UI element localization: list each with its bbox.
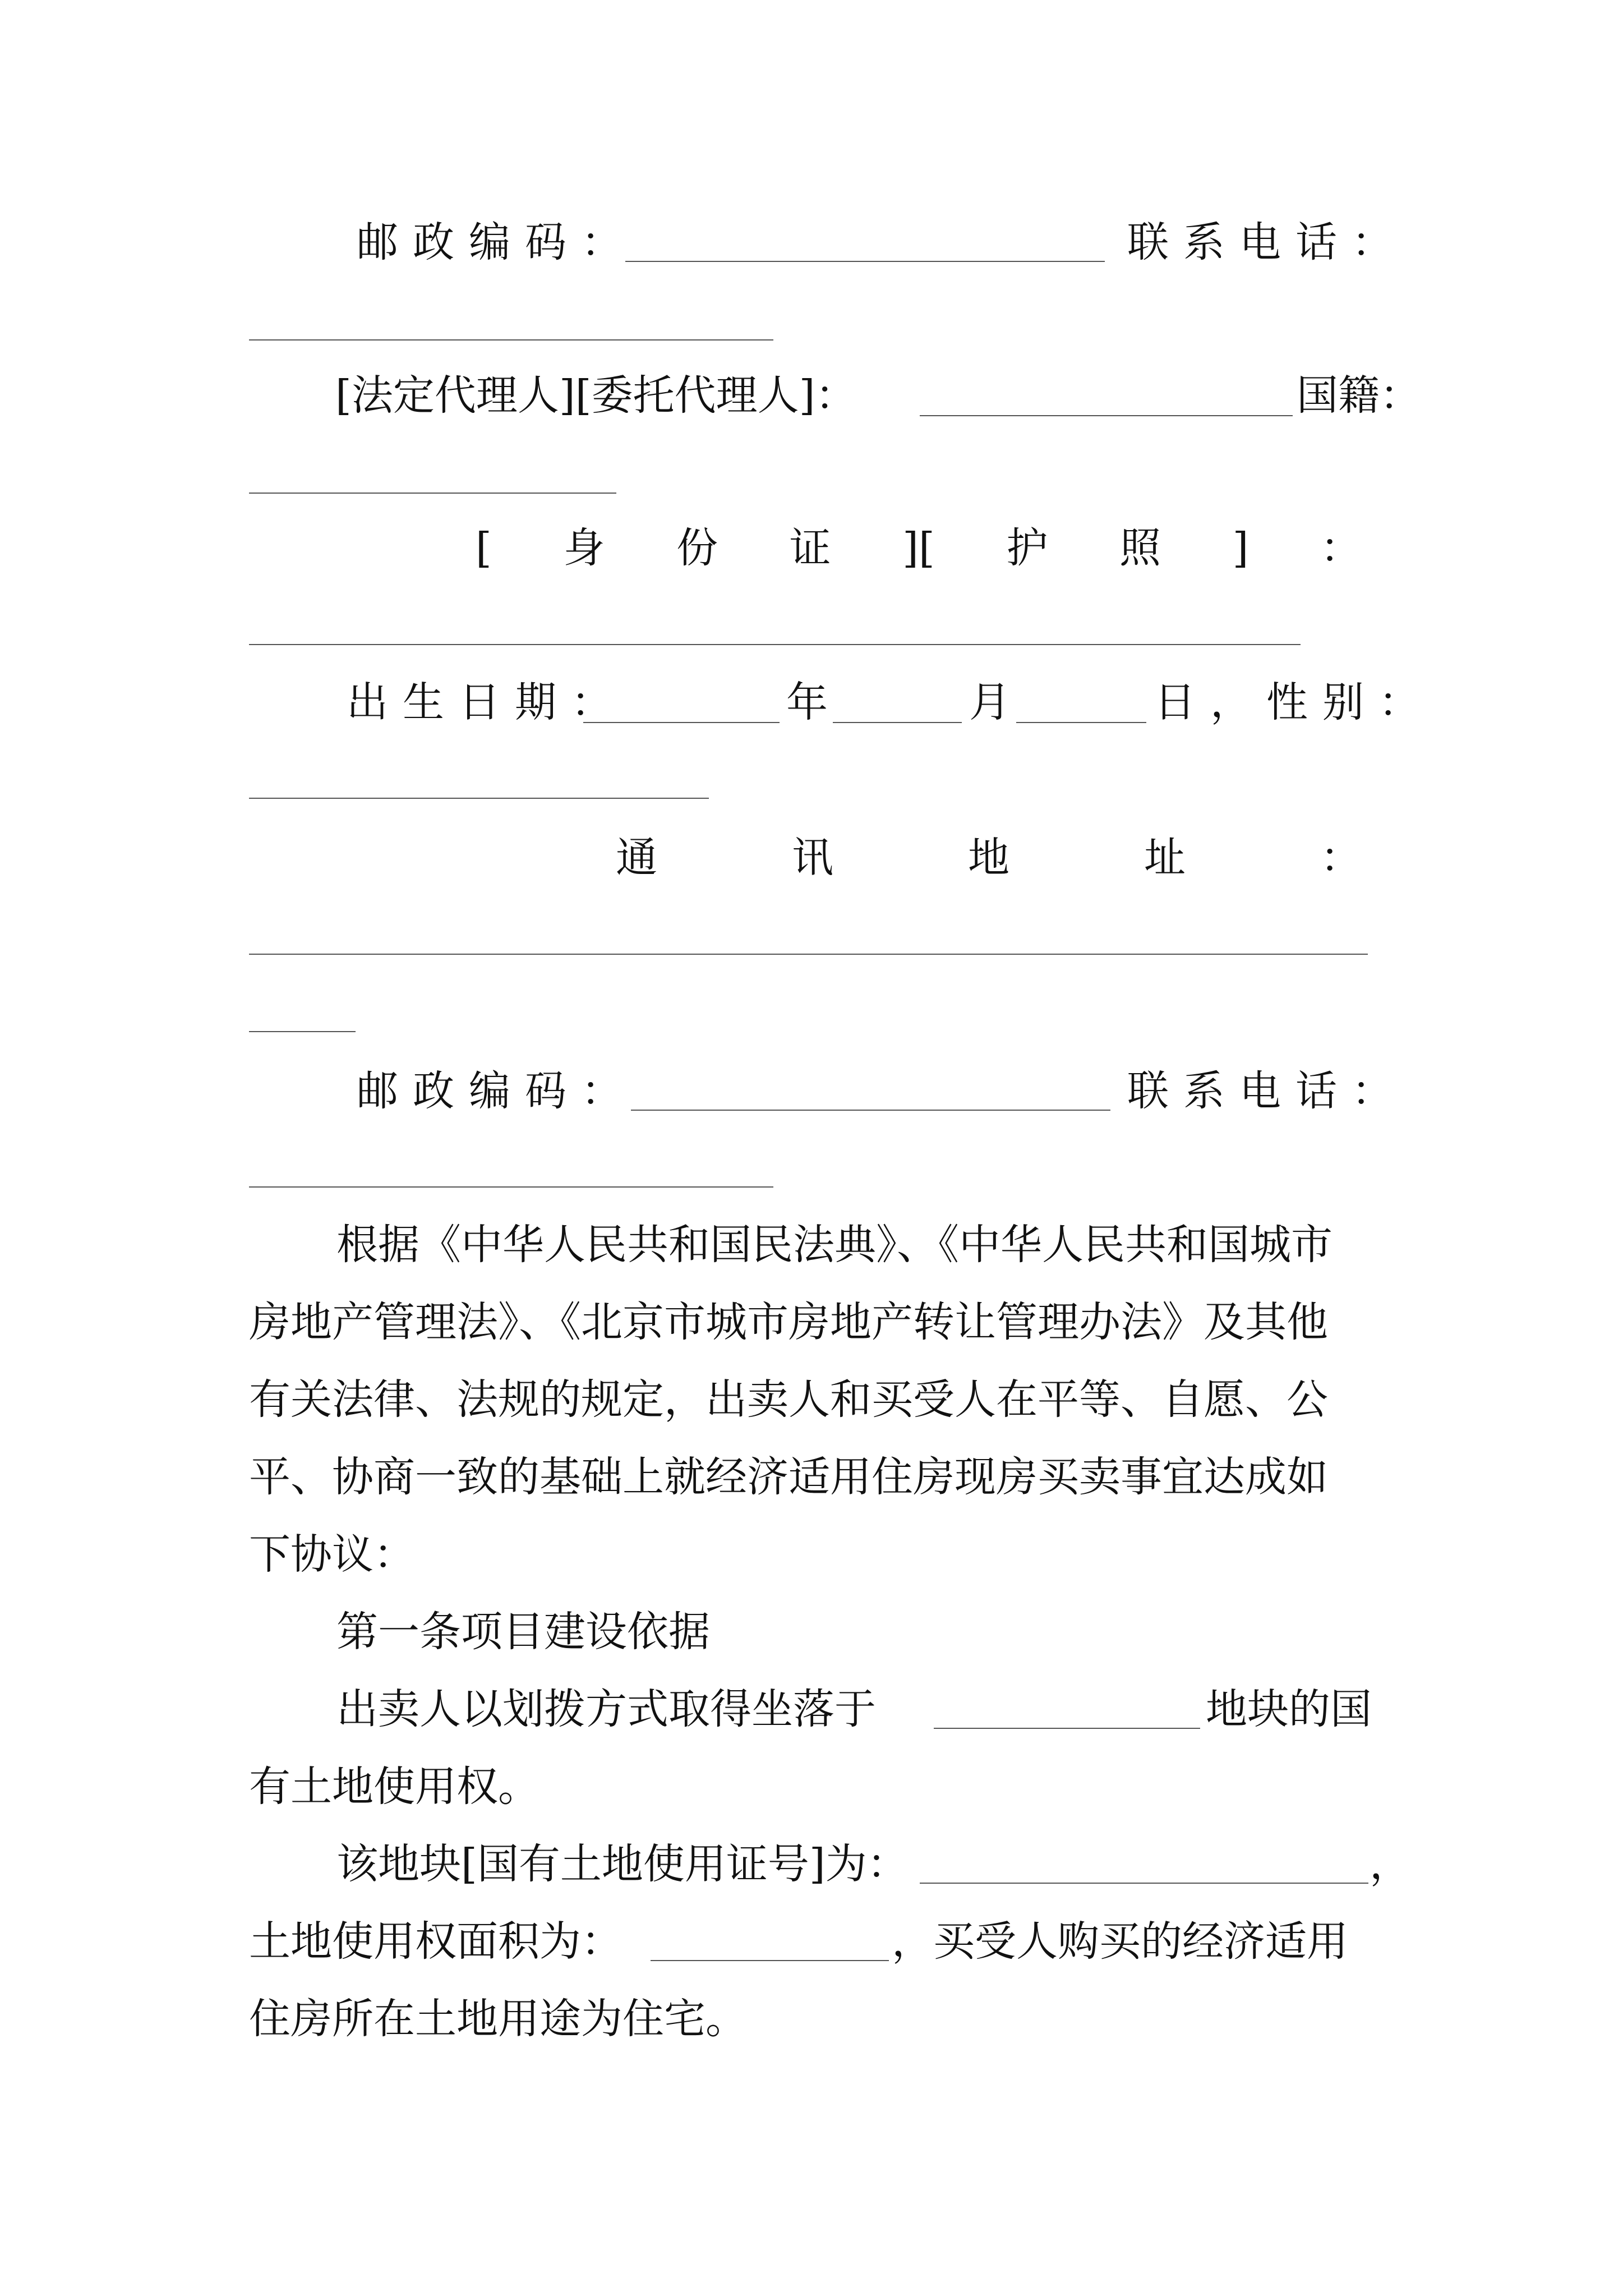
- article1-text: ，买受人购买的经济适用: [892, 1917, 1348, 1966]
- nationality-blank: [249, 493, 616, 494]
- id-number-blank: [249, 644, 1301, 645]
- day-gender-label: 日，性别：: [1154, 678, 1435, 726]
- id-type-part: 身: [563, 524, 605, 572]
- agent-phone-blank: [249, 1186, 773, 1188]
- address-part: 通: [616, 834, 657, 882]
- article-heading: 第一条项目建设依据: [336, 1608, 710, 1656]
- address-part: 址: [1144, 834, 1186, 882]
- id-type-part: 证: [789, 524, 831, 572]
- id-type-part: 护: [1006, 524, 1048, 572]
- birth-month-blank: [833, 722, 962, 723]
- preamble-line: 有关法律、法规的规定，出卖人和买受人在平等、自愿、公: [249, 1375, 1328, 1424]
- id-type-part: ][: [902, 524, 935, 572]
- land-location-blank: [934, 1728, 1200, 1729]
- agent-name-blank: [920, 415, 1293, 416]
- id-type-part: [: [476, 524, 492, 572]
- article1-text: 有土地使用权。: [249, 1763, 540, 1811]
- land-area-blank: [651, 1960, 889, 1961]
- agent-phone-label: 联系电话：: [1127, 1067, 1408, 1115]
- agent-label: [法定代理人][委托代理人]：: [335, 371, 857, 420]
- article1-text: ，: [1370, 1840, 1411, 1888]
- preamble-line: 房地产管理法》、《北京市城市房地产转让管理办法》及其他: [249, 1298, 1328, 1346]
- month-label: 月: [969, 678, 1011, 726]
- preamble-line: 下协议：: [249, 1530, 415, 1579]
- land-certificate-blank: [920, 1883, 1368, 1884]
- nationality-label: 国籍：: [1297, 371, 1421, 420]
- address-blank: [249, 954, 1368, 955]
- id-type-part: ]: [1232, 524, 1249, 572]
- postal-code-blank: [625, 261, 1105, 262]
- id-type-part: ：: [1320, 524, 1362, 572]
- id-type-part: 照: [1119, 524, 1161, 572]
- phone-label: 联系电话：: [1127, 218, 1408, 266]
- article1-text: 该地块[国有土地使用证号]为：: [336, 1840, 909, 1888]
- agent-postal-code-label: 邮政编码：: [357, 1067, 637, 1115]
- address-line: [616, 834, 1362, 882]
- id-type-part: 份: [676, 524, 718, 572]
- year-label: 年: [786, 678, 828, 726]
- article1-text: 出卖人以划拨方式取得坐落于: [336, 1685, 876, 1733]
- address-part: 地: [968, 834, 1009, 882]
- article1-text: 住房所在土地用途为住宅。: [249, 1995, 747, 2043]
- postal-code-label: 邮政编码：: [357, 218, 637, 266]
- address-part: 讯: [792, 834, 833, 882]
- phone-blank: [249, 339, 773, 341]
- address-part: ：: [1320, 834, 1362, 882]
- agent-postal-code-blank: [631, 1110, 1110, 1111]
- preamble-line: 平、协商一致的基础上就经济适用住房现房买卖事宜达成如: [249, 1453, 1328, 1501]
- birth-day-blank: [1016, 722, 1146, 723]
- birth-date-label: 出生日期：: [347, 678, 627, 726]
- article1-text: 地块的国: [1206, 1685, 1372, 1733]
- article1-text: 土地使用权面积为：: [249, 1917, 623, 1966]
- address-blank-continued: [249, 1031, 356, 1032]
- gender-blank: [249, 798, 709, 799]
- birth-year-blank: [583, 722, 780, 723]
- id-type-line: [476, 524, 1362, 572]
- preamble-line: 根据《中华人民共和国民法典》、《中华人民共和国城市: [336, 1221, 1332, 1269]
